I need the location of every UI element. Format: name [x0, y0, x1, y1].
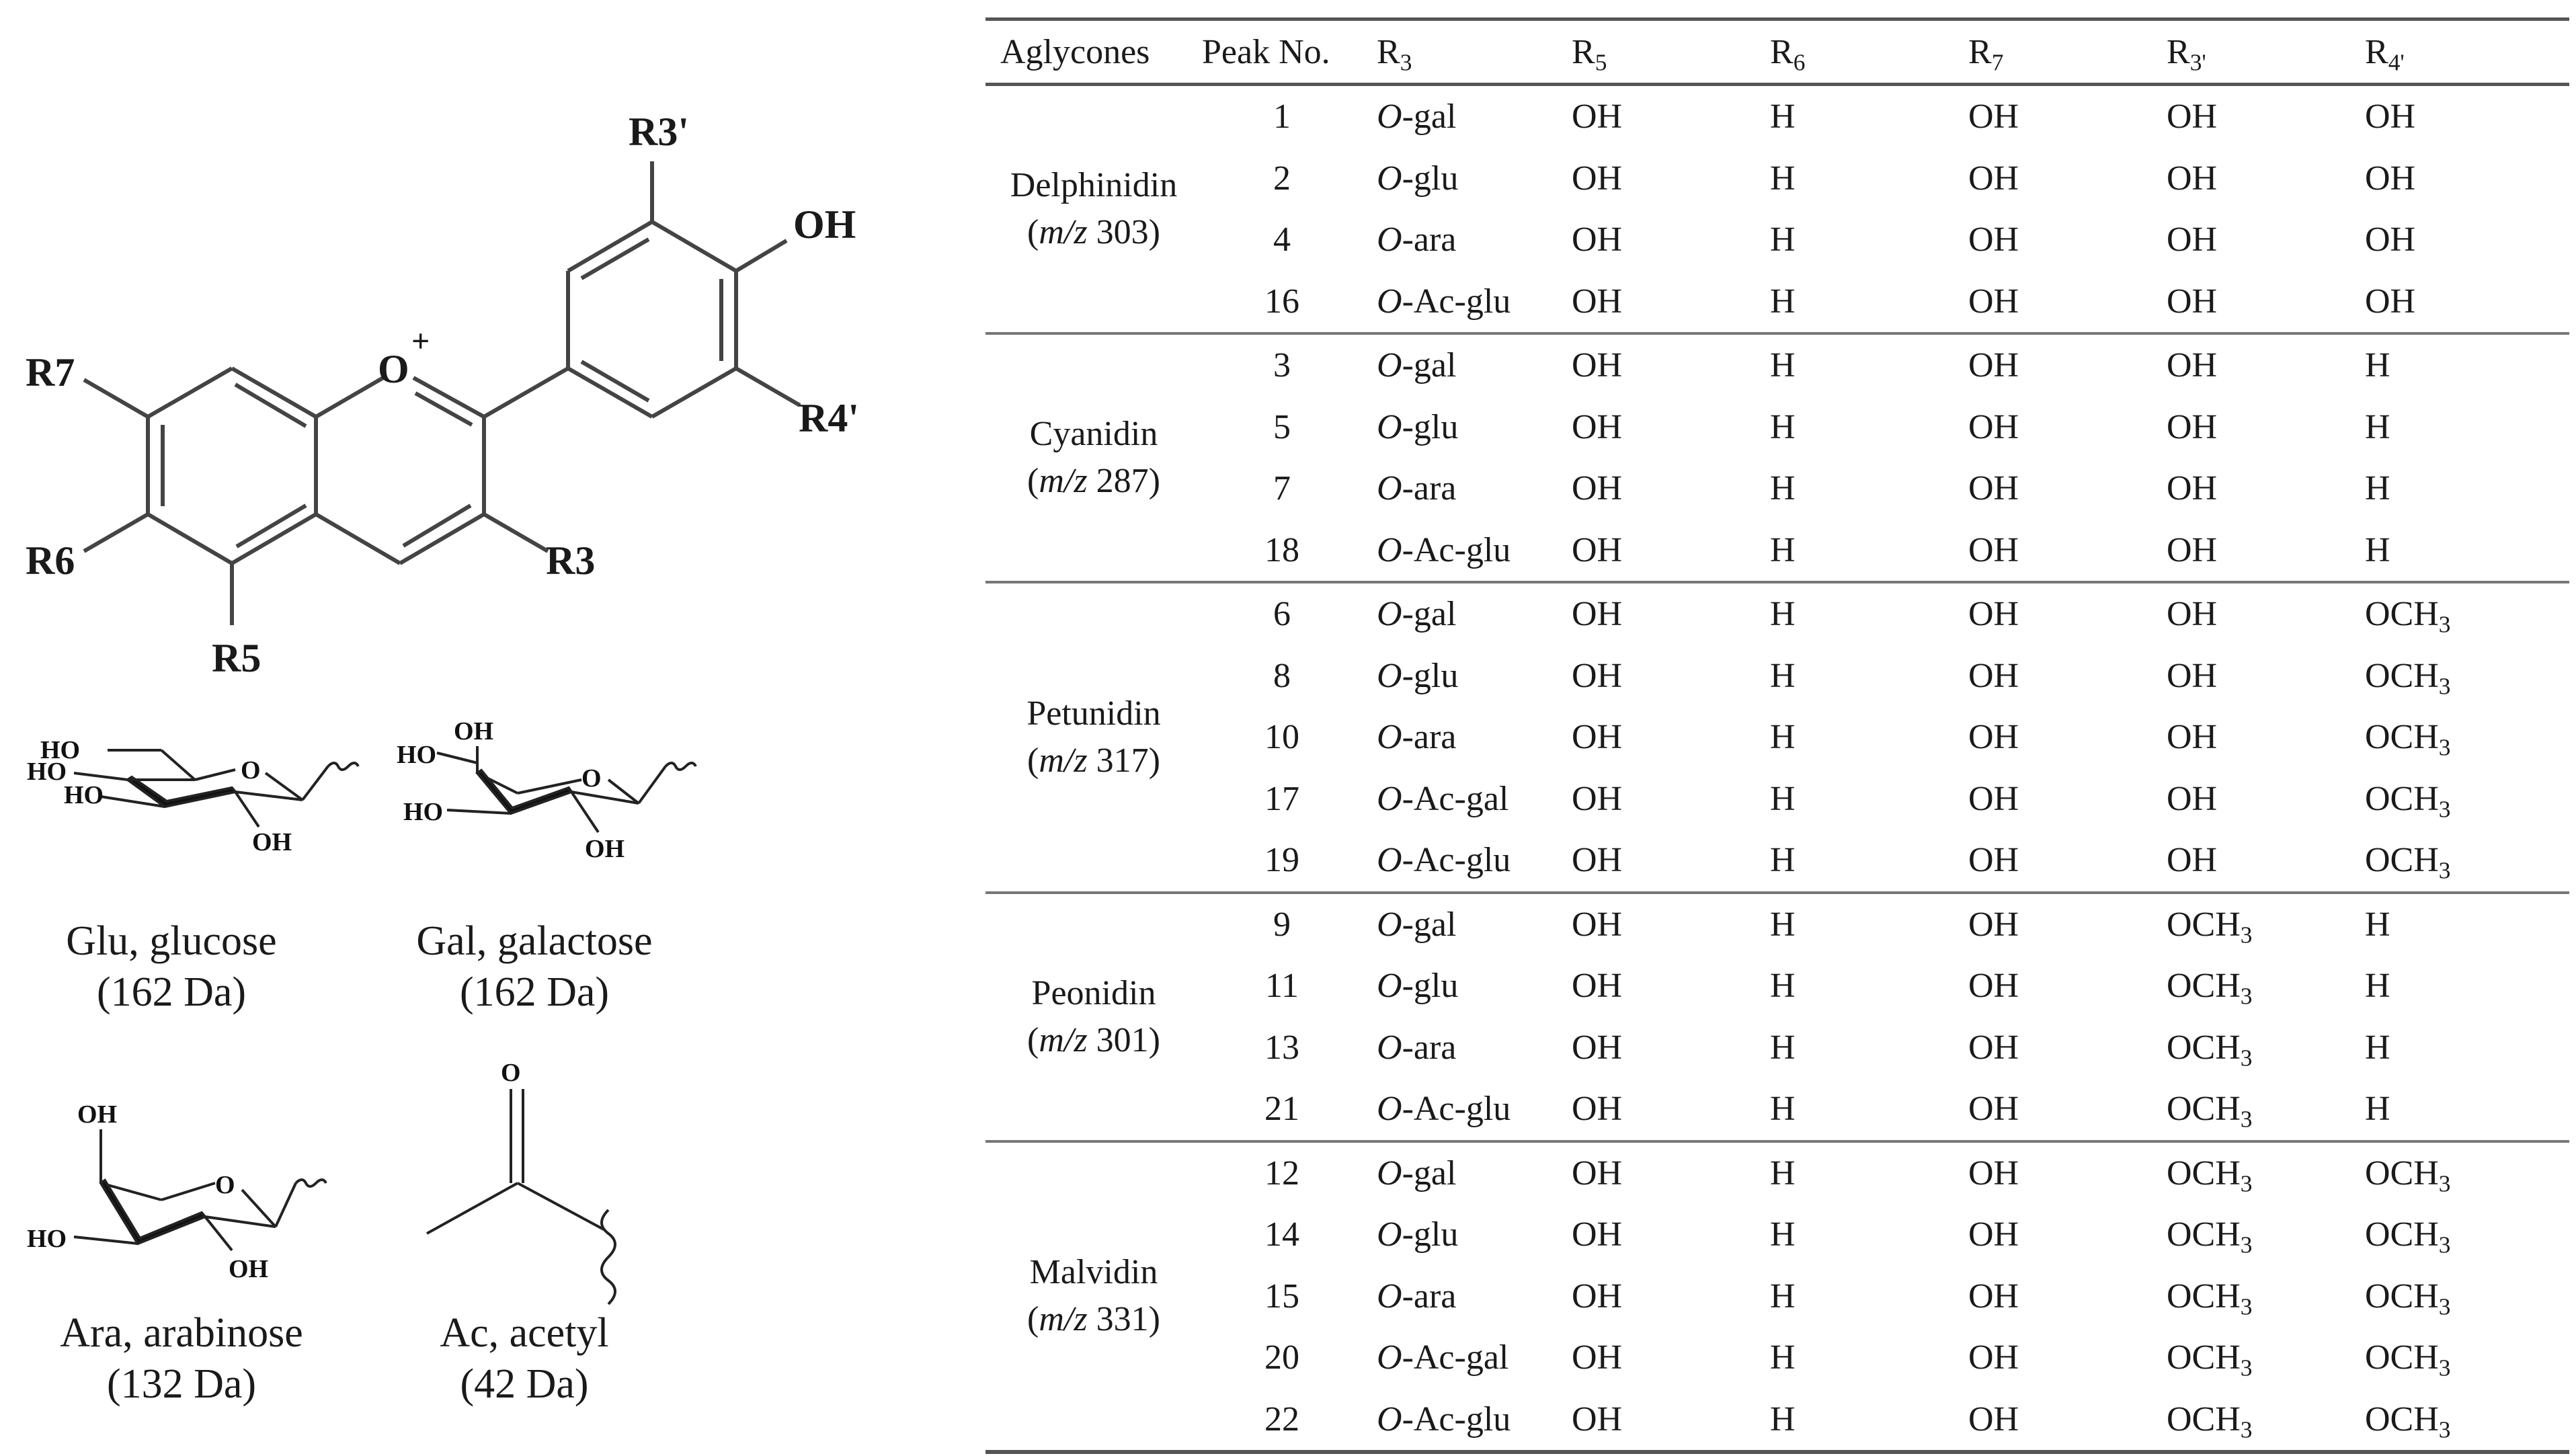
- r3p-cell: OH: [2167, 779, 2218, 818]
- peak-number-cell: 10: [1264, 718, 1299, 757]
- peak-number-cell: 14: [1264, 1215, 1299, 1254]
- aglycone-name: Petunidin: [1027, 694, 1161, 733]
- table-row: [985, 397, 2569, 458]
- r4p-cell: $OCH_3$: [2365, 1154, 2451, 1197]
- r3p-cell: $OCH_3$: [2167, 1090, 2253, 1133]
- r7-cell: OH: [1968, 841, 2019, 880]
- r3p-cell: OH: [2167, 469, 2218, 508]
- peak-number-cell: 18: [1264, 530, 1299, 569]
- r4p-cell: OH: [2365, 282, 2416, 321]
- r3p-cell: OH: [2167, 595, 2218, 634]
- r7-cell: OH: [1968, 282, 2019, 321]
- r7-cell: OH: [1968, 595, 2019, 634]
- table-row: [985, 1017, 2569, 1079]
- r3p-cell: OH: [2167, 220, 2218, 259]
- r4p-cell: OH: [2365, 97, 2416, 136]
- r7-cell: OH: [1968, 1277, 2019, 1316]
- peak-number-cell: 6: [1273, 595, 1291, 634]
- aglycone-cell: [985, 333, 1187, 582]
- substituent-table: [985, 17, 2569, 1454]
- r7-cell: OH: [1968, 97, 2019, 136]
- r6-cell: H: [1770, 1338, 1796, 1377]
- r3-cell: O-ara: [1377, 1028, 1457, 1067]
- r5-cell: OH: [1572, 346, 1623, 385]
- r5-cell: OH: [1572, 841, 1623, 880]
- r3p-cell: $OCH_3$: [2167, 1338, 2253, 1381]
- peak-number-cell: 8: [1273, 656, 1291, 695]
- table-row: [985, 1266, 2569, 1328]
- r3p-cell: $OCH_3$: [2167, 1277, 2253, 1320]
- acetyl-mass: (42 Da): [460, 1361, 589, 1407]
- r5-cell: OH: [1572, 656, 1623, 695]
- r7-cell: OH: [1968, 1338, 2019, 1377]
- r3p-cell: $OCH_3$: [2167, 1028, 2253, 1071]
- r5-cell: OH: [1572, 1277, 1623, 1316]
- r7-cell: OH: [1968, 346, 2019, 385]
- header-peak-no: Peak No.: [1202, 32, 1330, 71]
- galactose-structure: [397, 717, 696, 863]
- oxonium-label: O: [378, 347, 409, 391]
- arabinose-structure: [27, 1100, 326, 1283]
- peak-number-cell: 19: [1264, 841, 1299, 880]
- aglycone-group-malvidin: [985, 1141, 2569, 1453]
- r6-cell: H: [1770, 1154, 1796, 1192]
- svg-text:HO: HO: [64, 781, 104, 809]
- peak-number-cell: 11: [1264, 967, 1299, 1006]
- r4p-cell: $OCH_3$: [2365, 779, 2451, 823]
- r5-cell: OH: [1572, 905, 1623, 944]
- r5-cell: OH: [1572, 1154, 1623, 1192]
- r5-cell: OH: [1572, 469, 1623, 508]
- aglycone-group-cyanidin: [985, 333, 2569, 582]
- aglycone-cell: [985, 893, 1187, 1141]
- r7-cell: OH: [1968, 656, 2019, 695]
- r3p-cell: $OCH_3$: [2167, 967, 2253, 1010]
- r5-cell: OH: [1572, 97, 1623, 136]
- peak-number-cell: 16: [1264, 282, 1299, 321]
- peak-number-cell: 3: [1273, 346, 1291, 385]
- r7-cell: OH: [1968, 967, 2019, 1006]
- table-row: [985, 830, 2569, 893]
- r6-cell: H: [1770, 595, 1796, 634]
- r3p-cell: $OCH_3$: [2167, 905, 2253, 948]
- r3p-cell: OH: [2167, 407, 2218, 446]
- r4p-cell: H: [2365, 407, 2390, 446]
- r3-cell: O-Ac-gal: [1377, 779, 1509, 818]
- table-row: [985, 706, 2569, 768]
- r5-cell: OH: [1572, 967, 1623, 1006]
- r4p-cell: $OCH_3$: [2365, 656, 2451, 700]
- r6-cell: H: [1770, 905, 1796, 944]
- r6-label: R6: [26, 538, 75, 583]
- svg-text:OH: OH: [229, 1255, 269, 1283]
- aglycone-cell: [985, 1141, 1187, 1453]
- table-row: [985, 645, 2569, 707]
- arabinose-name: Ara, arabinose: [60, 1310, 303, 1356]
- peak-number-cell: 22: [1264, 1400, 1299, 1439]
- glucose-structure: [27, 736, 358, 856]
- r5-label: R5: [212, 636, 261, 680]
- r3-cell: O-gal: [1377, 346, 1457, 385]
- r5-cell: OH: [1572, 220, 1623, 259]
- galactose-mass: (162 Da): [459, 969, 610, 1015]
- header-r4-prime: $R_{4'}$: [2365, 32, 2405, 76]
- header-r5: $R_5$: [1572, 32, 1607, 76]
- r6-cell: H: [1770, 656, 1796, 695]
- arabinose-caption: [20, 1307, 343, 1410]
- r4p-cell: OH: [2365, 220, 2416, 259]
- peak-number-cell: 9: [1273, 905, 1291, 944]
- r7-cell: OH: [1968, 779, 2019, 818]
- aglycone-group-delphinidin: [985, 85, 2569, 334]
- r6-cell: H: [1770, 967, 1796, 1006]
- r3-cell: O-Ac-glu: [1377, 530, 1511, 569]
- arabinose-mass: (132 Da): [106, 1361, 257, 1407]
- peak-number-cell: 15: [1264, 1277, 1299, 1316]
- r3-cell: O-Ac-gal: [1377, 1338, 1509, 1377]
- glucose-caption: [20, 916, 323, 1018]
- svg-text:HO: HO: [27, 758, 67, 786]
- r3p-cell: OH: [2167, 718, 2218, 757]
- table-row: [985, 271, 2569, 334]
- r3p-cell: $OCH_3$: [2167, 1400, 2253, 1443]
- r6-cell: H: [1770, 407, 1796, 446]
- r6-cell: H: [1770, 346, 1796, 385]
- r7-cell: OH: [1968, 159, 2019, 198]
- r6-cell: H: [1770, 841, 1796, 880]
- anthocyanin-table: [985, 17, 2569, 1454]
- r6-cell: H: [1770, 220, 1796, 259]
- table-row: [985, 333, 2569, 397]
- svg-text:OH: OH: [252, 828, 292, 856]
- r7-cell: OH: [1968, 220, 2019, 259]
- r3-cell: O-gal: [1377, 1154, 1457, 1192]
- svg-text:OH: OH: [77, 1100, 118, 1129]
- r7-label: R7: [26, 350, 75, 395]
- r7-cell: OH: [1968, 1154, 2019, 1192]
- table-row: [985, 1204, 2569, 1266]
- r3-cell: O-glu: [1377, 159, 1459, 198]
- svg-text:O: O: [501, 1059, 521, 1087]
- r3-cell: O-ara: [1377, 469, 1457, 508]
- r3p-cell: $OCH_3$: [2167, 1154, 2253, 1197]
- svg-text:O: O: [241, 756, 261, 784]
- r7-cell: OH: [1968, 718, 2019, 757]
- r3p-cell: OH: [2167, 530, 2218, 569]
- svg-text:HO: HO: [40, 736, 81, 764]
- r3p-cell: $OCH_3$: [2167, 1215, 2253, 1258]
- r5-cell: OH: [1572, 1400, 1623, 1439]
- table-row: [985, 148, 2569, 210]
- oh-label: OH: [793, 202, 856, 247]
- peak-number-cell: 17: [1264, 779, 1299, 818]
- r6-cell: H: [1770, 718, 1796, 757]
- r3-cell: O-gal: [1377, 97, 1457, 136]
- r4p-cell: $OCH_3$: [2365, 1400, 2451, 1443]
- r4p-cell: $OCH_3$: [2365, 1277, 2451, 1320]
- peak-number-cell: 13: [1264, 1028, 1299, 1067]
- r3-cell: O-ara: [1377, 718, 1457, 757]
- r3-cell: O-gal: [1377, 595, 1457, 634]
- table-row: [985, 893, 2569, 956]
- r6-cell: H: [1770, 1090, 1796, 1129]
- acetyl-caption: [390, 1307, 659, 1410]
- r3-cell: O-glu: [1377, 1215, 1459, 1254]
- svg-text:OH: OH: [585, 835, 625, 863]
- aglycone-group-petunidin: [985, 582, 2569, 893]
- peak-number-cell: 5: [1273, 407, 1291, 446]
- r3-prime-label: R3': [629, 110, 689, 154]
- r4p-cell: $OCH_3$: [2365, 1215, 2451, 1258]
- r6-cell: H: [1770, 282, 1796, 321]
- table-row: [985, 768, 2569, 830]
- peak-number-cell: 2: [1273, 159, 1291, 198]
- table-row: [985, 1389, 2569, 1453]
- galactose-caption: [376, 916, 692, 1018]
- r7-cell: OH: [1968, 530, 2019, 569]
- header-r7: $R_7$: [1968, 32, 2004, 76]
- r5-cell: OH: [1572, 1338, 1623, 1377]
- table-row: [985, 85, 2569, 148]
- table-row: [985, 955, 2569, 1017]
- aglycone-name: Cyanidin: [1029, 415, 1158, 453]
- r4p-cell: $OCH_3$: [2365, 718, 2451, 761]
- glucose-mass: (162 Da): [96, 969, 247, 1015]
- r6-cell: H: [1770, 779, 1796, 818]
- r6-cell: H: [1770, 97, 1796, 136]
- acetyl-structure: [427, 1059, 615, 1304]
- table-row: [985, 209, 2569, 271]
- svg-text:HO: HO: [397, 741, 437, 769]
- r5-cell: OH: [1572, 1090, 1623, 1129]
- svg-text:O: O: [215, 1171, 235, 1199]
- peak-number-cell: 7: [1273, 469, 1291, 508]
- r3-cell: O-glu: [1377, 407, 1459, 446]
- svg-text:HO: HO: [27, 1225, 67, 1253]
- r6-cell: H: [1770, 530, 1796, 569]
- r3p-cell: OH: [2167, 656, 2218, 695]
- r3p-cell: OH: [2167, 159, 2218, 198]
- peak-number-cell: 4: [1273, 220, 1291, 259]
- r6-cell: H: [1770, 1277, 1796, 1316]
- r3-cell: O-ara: [1377, 1277, 1457, 1316]
- r7-cell: OH: [1968, 1090, 2019, 1129]
- r4p-cell: H: [2365, 1028, 2390, 1067]
- r4p-cell: $OCH_3$: [2365, 595, 2451, 638]
- aglycone-mz: (m/z 287): [1027, 462, 1160, 500]
- r5-cell: OH: [1572, 159, 1623, 198]
- r7-cell: OH: [1968, 1215, 2019, 1254]
- structures-panel: [0, 0, 968, 1456]
- aglycone-mz: (m/z 317): [1027, 741, 1160, 780]
- r5-cell: OH: [1572, 407, 1623, 446]
- r5-cell: OH: [1572, 282, 1623, 321]
- r7-cell: OH: [1968, 905, 2019, 944]
- aglycone-mz: (m/z 301): [1027, 1020, 1160, 1059]
- header-r3-prime: $R_{3'}$: [2167, 32, 2206, 76]
- peak-number-cell: 21: [1264, 1090, 1299, 1129]
- r3-cell: O-glu: [1377, 967, 1459, 1006]
- r4p-cell: H: [2365, 1090, 2390, 1129]
- header-r6: $R_6$: [1770, 32, 1806, 76]
- svg-text:O: O: [581, 764, 602, 793]
- table-row: [985, 458, 2569, 520]
- r5-cell: OH: [1572, 595, 1623, 634]
- glucose-name: Glu, glucose: [66, 918, 277, 964]
- r4p-cell: H: [2365, 469, 2390, 508]
- r6-cell: H: [1770, 1215, 1796, 1254]
- r5-cell: OH: [1572, 1215, 1623, 1254]
- r7-cell: OH: [1968, 1028, 2019, 1067]
- r3-label: R3: [546, 538, 596, 583]
- r5-cell: OH: [1572, 779, 1623, 818]
- aglycone-name: Delphinidin: [1010, 166, 1178, 204]
- r6-cell: H: [1770, 1028, 1796, 1067]
- galactose-name: Gal, galactose: [416, 918, 653, 964]
- r5-cell: OH: [1572, 530, 1623, 569]
- r3-cell: O-Ac-glu: [1377, 1090, 1511, 1129]
- r4p-cell: H: [2365, 967, 2390, 1006]
- r6-cell: H: [1770, 469, 1796, 508]
- aglycone-group-peonidin: [985, 893, 2569, 1141]
- header-row: [985, 19, 2569, 85]
- r4p-cell: H: [2365, 346, 2390, 385]
- table-row: [985, 1078, 2569, 1141]
- peak-number-cell: 12: [1264, 1154, 1299, 1192]
- peak-number-cell: 1: [1273, 97, 1291, 136]
- peak-number-cell: 20: [1264, 1338, 1299, 1377]
- r4p-cell: H: [2365, 905, 2390, 944]
- r3p-cell: OH: [2167, 346, 2218, 385]
- r7-cell: OH: [1968, 1400, 2019, 1439]
- charge-label: +: [411, 323, 430, 359]
- r6-cell: H: [1770, 1400, 1796, 1439]
- r3-cell: O-Ac-glu: [1377, 282, 1511, 321]
- r4-prime-label: R4': [799, 396, 859, 440]
- header-r3: $R_3$: [1377, 32, 1412, 76]
- r3-cell: O-ara: [1377, 220, 1457, 259]
- r3p-cell: OH: [2167, 841, 2218, 880]
- aglycone-mz: (m/z 331): [1027, 1300, 1160, 1339]
- aglycone-name: Malvidin: [1029, 1253, 1158, 1292]
- acetyl-name: Ac, acetyl: [440, 1310, 609, 1356]
- r4p-cell: $OCH_3$: [2365, 841, 2451, 884]
- table-row: [985, 1327, 2569, 1389]
- table-row: [985, 520, 2569, 583]
- r5-cell: OH: [1572, 718, 1623, 757]
- svg-text:HO: HO: [403, 798, 444, 826]
- r3-cell: O-gal: [1377, 905, 1457, 944]
- table-row: [985, 582, 2569, 645]
- r5-cell: OH: [1572, 1028, 1623, 1067]
- r7-cell: OH: [1968, 469, 2019, 508]
- r3p-cell: OH: [2167, 97, 2218, 136]
- r6-cell: H: [1770, 159, 1796, 198]
- header-aglycones: Aglycones: [1000, 32, 1150, 71]
- aglycone-cell: [985, 582, 1187, 893]
- aglycone-name: Peonidin: [1031, 973, 1156, 1012]
- aglycone-mz: (m/z 303): [1027, 213, 1160, 251]
- r4p-cell: OH: [2365, 159, 2416, 198]
- r3-cell: O-glu: [1377, 656, 1459, 695]
- r3-cell: O-Ac-glu: [1377, 841, 1511, 880]
- r7-cell: OH: [1968, 407, 2019, 446]
- r4p-cell: H: [2365, 530, 2390, 569]
- r4p-cell: $OCH_3$: [2365, 1338, 2451, 1381]
- r3-cell: O-Ac-glu: [1377, 1400, 1511, 1439]
- table-row: [985, 1141, 2569, 1205]
- r3p-cell: OH: [2167, 282, 2218, 321]
- svg-text:OH: OH: [454, 717, 494, 745]
- aglycone-cell: [985, 85, 1187, 334]
